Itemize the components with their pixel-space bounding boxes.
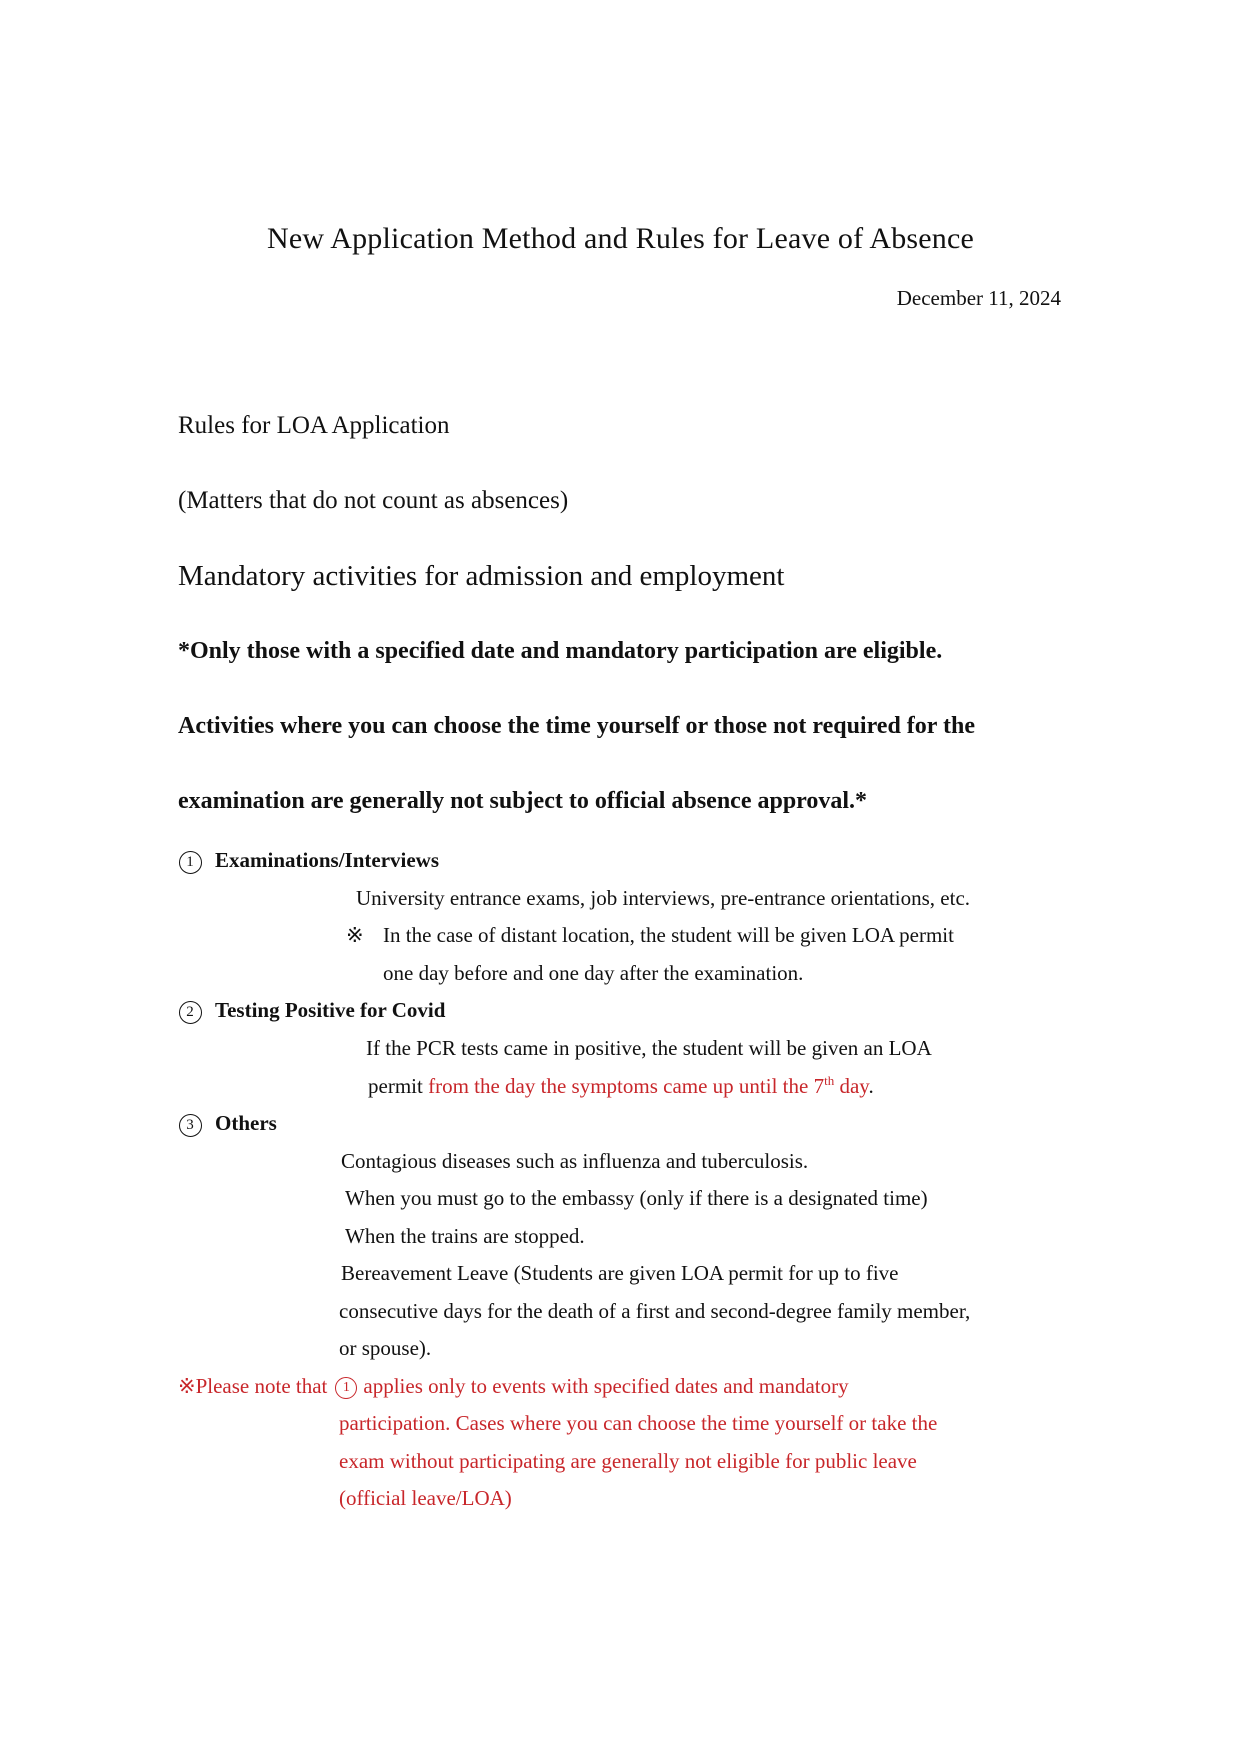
document-date: December 11, 2024 <box>896 286 1061 310</box>
item-2-highlight-end: day <box>839 1074 869 1098</box>
item-number-1 <box>176 846 204 874</box>
ordinal-suffix: th <box>824 1073 835 1088</box>
final-note-circle-number: 1 <box>335 1377 357 1399</box>
item-3-line-1: Contagious diseases such as influenza and tuberculosis. <box>341 1149 809 1173</box>
final-note-line-4: (official leave/LOA) <box>339 1486 512 1510</box>
item-number-circle: 2 <box>179 1001 202 1024</box>
subheading: (Matters that do not count as absences) <box>178 487 569 514</box>
note-line-3: examination are generally not subject to official absence approval.* <box>178 788 868 814</box>
final-note-prefix: ※Please note that <box>178 1374 328 1398</box>
item-2-highlight: from the day the symptoms came up until the 7 <box>428 1074 825 1098</box>
final-note-line-2: participation. Cases where you can choose the time yourself or take the <box>339 1411 938 1435</box>
item-1-remark-line-2: one day before and one day after the examination. <box>383 961 804 985</box>
item-title-others: Others <box>215 1111 277 1135</box>
item-number-3 <box>176 1109 204 1137</box>
item-number-circle: 1 <box>179 851 202 874</box>
item-number-2 <box>176 996 204 1024</box>
item-title-examinations: Examinations/Interviews <box>215 848 440 872</box>
item-3-line-4: Bereavement Leave (Students are given LOA permit for up to five <box>341 1261 899 1285</box>
item-2-line-2 <box>368 1073 874 1099</box>
item-title-covid: Testing Positive for Covid <box>215 998 446 1022</box>
item-3-line-5: consecutive days for the death of a first and second-degree family member, <box>339 1299 971 1323</box>
final-note-line-1 <box>178 1374 849 1399</box>
item-2-line-1: If the PCR tests came in positive, the student will be given an LOA <box>366 1036 932 1060</box>
item-number-circle: 3 <box>179 1114 202 1137</box>
item-3-line-6: or spouse). <box>339 1336 432 1360</box>
item-2-period: . <box>868 1074 874 1098</box>
item-3-line-3: When the trains are stopped. <box>345 1224 585 1248</box>
final-note-line-3: exam without participating are generally not eligible for public leave <box>339 1449 917 1473</box>
item-1-remark-line-1: In the case of distant location, the student will be given LOA permit <box>383 923 954 947</box>
item-2-line-2-prefix: permit <box>368 1074 423 1098</box>
item-3-line-2: When you must go to the embassy (only if there is a designated time) <box>345 1186 928 1210</box>
note-line-1: *Only those with a specified date and mandatory participation are eligible. <box>178 638 943 664</box>
page-title: New Application Method and Rules for Leave of Absence <box>266 222 975 255</box>
main-heading: Mandatory activities for admission and employment <box>178 560 785 592</box>
item-1-line-1: University entrance exams, job interviews, pre-entrance orientations, etc. <box>356 886 971 910</box>
section-heading: Rules for LOA Application <box>178 412 450 439</box>
reference-mark-icon: ※ <box>346 923 364 947</box>
note-line-2: Activities where you can choose the time yourself or those not required for the <box>178 713 976 739</box>
final-note-text: applies only to events with specified dates and mandatory <box>363 1374 849 1398</box>
